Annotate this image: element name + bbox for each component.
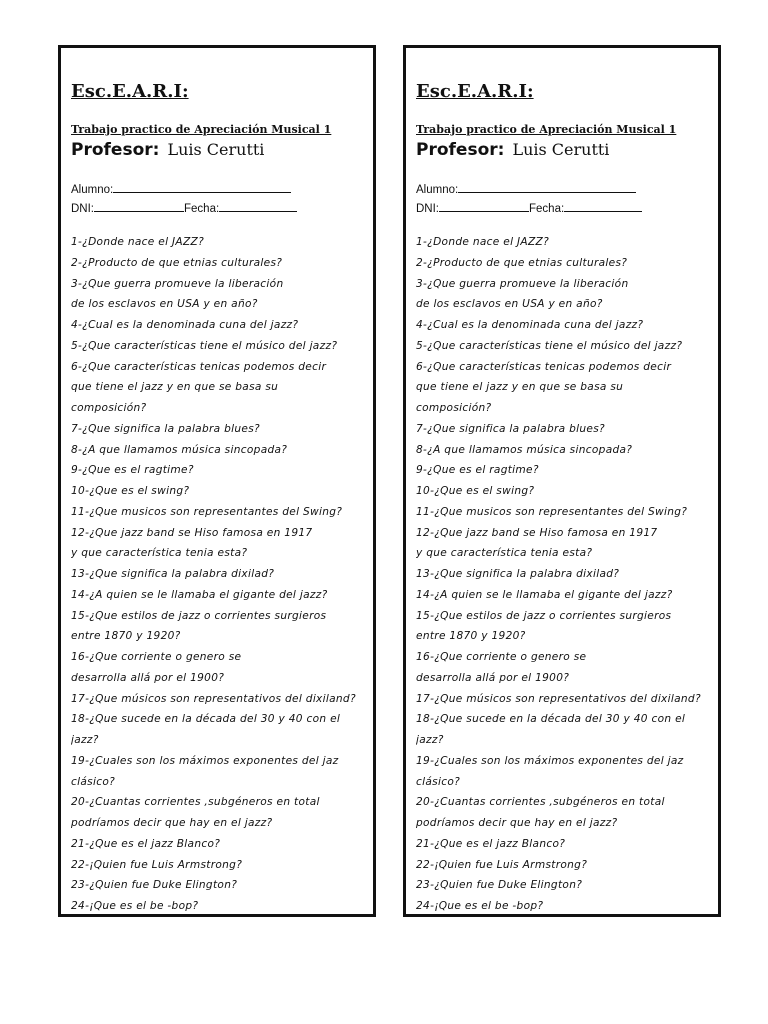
professor-line [416, 140, 609, 160]
dni-label: DNI: [71, 203, 94, 215]
question-line: 3-¿Que guerra promueve la liberación [71, 277, 284, 290]
worksheet-card-left [58, 45, 376, 917]
question-line: 21-¿Que es el jazz Blanco? [416, 837, 566, 850]
course-title: Trabajo practico de Apreciación Musical 1 [416, 123, 677, 136]
question-line: 7-¿Que significa la palabra blues? [71, 422, 260, 435]
professor-label: Profesor: [416, 140, 505, 160]
question-line: 22-¡Quien fue Luis Armstrong? [71, 858, 243, 871]
alumno-blank-line [113, 181, 291, 193]
fecha-blank-line [564, 200, 642, 212]
question-line: clásico? [416, 775, 461, 788]
question-line: 9-¿Que es el ragtime? [71, 464, 194, 477]
alumno-blank-line [458, 181, 636, 193]
question-line: 8-¿A que llamamos música sincopada? [416, 443, 633, 456]
question-line: 5-¿Que características tiene el músico del jazz? [416, 339, 683, 352]
question-line: 6-¿Que características tenicas podemos decir [71, 360, 327, 373]
alumno-label: Alumno: [416, 184, 459, 196]
question-line: 4-¿Cual es la denominada cuna del jazz? [71, 319, 299, 331]
question-line: 6-¿Que características tenicas podemos decir [416, 360, 672, 373]
course-title: Trabajo practico de Apreciación Musical 1 [71, 123, 332, 136]
question-line: 18-¿Que sucede en la década del 30 y 40 con el [71, 713, 341, 726]
question-line: podríamos decir que hay en el jazz? [71, 817, 273, 829]
question-line: 15-¿Que estilos de jazz o corrientes surgieros [416, 609, 672, 622]
question-line: y que característica tenia esta? [416, 547, 593, 560]
student-name-field [71, 181, 291, 196]
question-line: 23-¿Quien fue Duke Elington? [416, 879, 583, 892]
question-line: 11-¿Que musicos son representantes del Swing? [71, 505, 343, 518]
question-line: desarrolla allá por el 1900? [416, 671, 570, 684]
fecha-blank-line [219, 200, 297, 212]
question-line: jazz? [71, 734, 99, 746]
question-line: 17-¿Que músicos son representativos del dixiland? [416, 692, 701, 705]
dni-blank-line [94, 200, 184, 212]
fecha-label: Fecha: [529, 203, 565, 215]
question-line: de los esclavos en USA y en año? [71, 298, 258, 311]
question-line: entre 1870 y 1920? [71, 630, 181, 643]
question-line: 12-¿Que jazz band se Hiso famosa en 1917 [416, 526, 658, 539]
question-line: 19-¿Cuales son los máximos exponentes del jaz [71, 754, 339, 767]
question-list [416, 232, 714, 917]
question-line: 20-¿Cuantas corrientes ,subgéneros en total [71, 796, 320, 809]
fecha-label: Fecha: [184, 203, 220, 215]
question-line: clásico? [71, 775, 116, 788]
question-line: 9-¿Que es el ragtime? [416, 464, 539, 477]
question-line: 8-¿A que llamamos música sincopada? [71, 443, 288, 456]
professor-label: Profesor: [71, 140, 160, 160]
question-line: 5-¿Que características tiene el músico del jazz? [71, 339, 338, 352]
question-line: 16-¿Que corriente o genero se [416, 651, 587, 663]
question-line: 2-¿Producto de que etnias culturales? [71, 256, 283, 269]
dni-date-field [71, 200, 297, 215]
question-line: 17-¿Que músicos son representativos del dixiland? [71, 692, 356, 705]
question-line: jazz? [416, 734, 444, 746]
question-line: 13-¿Que significa la palabra dixilad? [416, 568, 620, 580]
professor-line [71, 140, 264, 160]
question-line: 18-¿Que sucede en la década del 30 y 40 con el [416, 713, 686, 726]
question-list [71, 232, 369, 917]
question-line: 12-¿Que jazz band se Hiso famosa en 1917 [71, 526, 313, 539]
question-line: 14-¿A quien se le llamaba el gigante del jazz? [71, 588, 328, 601]
question-line: 7-¿Que significa la palabra blues? [416, 422, 605, 435]
professor-name: Luis Cerutti [167, 140, 265, 159]
question-line: desarrolla allá por el 1900? [71, 671, 225, 684]
question-line: 11-¿Que musicos son representantes del Swing? [416, 505, 688, 518]
question-line: 4-¿Cual es la denominada cuna del jazz? [416, 319, 644, 331]
school-name: Esc.E.A.R.I: [416, 81, 534, 102]
question-line: 10-¿Que es el swing? [416, 485, 535, 497]
question-line: 15-¿Que estilos de jazz o corrientes surgieros [71, 609, 327, 622]
question-line: 10-¿Que es el swing? [71, 485, 190, 497]
question-line: y que característica tenia esta? [71, 547, 248, 560]
question-line: 2-¿Producto de que etnias culturales? [416, 256, 628, 269]
question-line: podríamos decir que hay en el jazz? [416, 817, 618, 829]
question-line: 3-¿Que guerra promueve la liberación [416, 277, 629, 290]
question-line: composición? [416, 402, 492, 414]
school-name: Esc.E.A.R.I: [71, 81, 189, 102]
question-line: 16-¿Que corriente o genero se [71, 651, 242, 663]
question-line: de los esclavos en USA y en año? [416, 298, 603, 311]
question-line: entre 1870 y 1920? [416, 630, 526, 643]
student-name-field [416, 181, 636, 196]
alumno-label: Alumno: [71, 184, 114, 196]
question-line: que tiene el jazz y en que se basa su [71, 381, 279, 394]
dni-blank-line [439, 200, 529, 212]
worksheet-card-right [403, 45, 721, 917]
question-line: 14-¿A quien se le llamaba el gigante del jazz? [416, 588, 673, 601]
dni-date-field [416, 200, 642, 215]
question-line: 24-¡Que es el be -bop? [416, 900, 544, 912]
question-line: 1-¿Donde nace el JAZZ? [71, 236, 205, 248]
dni-label: DNI: [416, 203, 439, 215]
question-line: 22-¡Quien fue Luis Armstrong? [416, 858, 588, 871]
question-line: 19-¿Cuales son los máximos exponentes del jaz [416, 754, 684, 767]
question-line: 21-¿Que es el jazz Blanco? [71, 837, 221, 850]
question-line: 20-¿Cuantas corrientes ,subgéneros en total [416, 796, 665, 809]
question-line: 24-¡Que es el be -bop? [71, 900, 199, 912]
professor-name: Luis Cerutti [512, 140, 610, 159]
question-line: composición? [71, 402, 147, 414]
question-line: 13-¿Que significa la palabra dixilad? [71, 568, 275, 580]
question-line: 23-¿Quien fue Duke Elington? [71, 879, 238, 892]
question-line: que tiene el jazz y en que se basa su [416, 381, 624, 394]
question-line: 1-¿Donde nace el JAZZ? [416, 236, 550, 248]
